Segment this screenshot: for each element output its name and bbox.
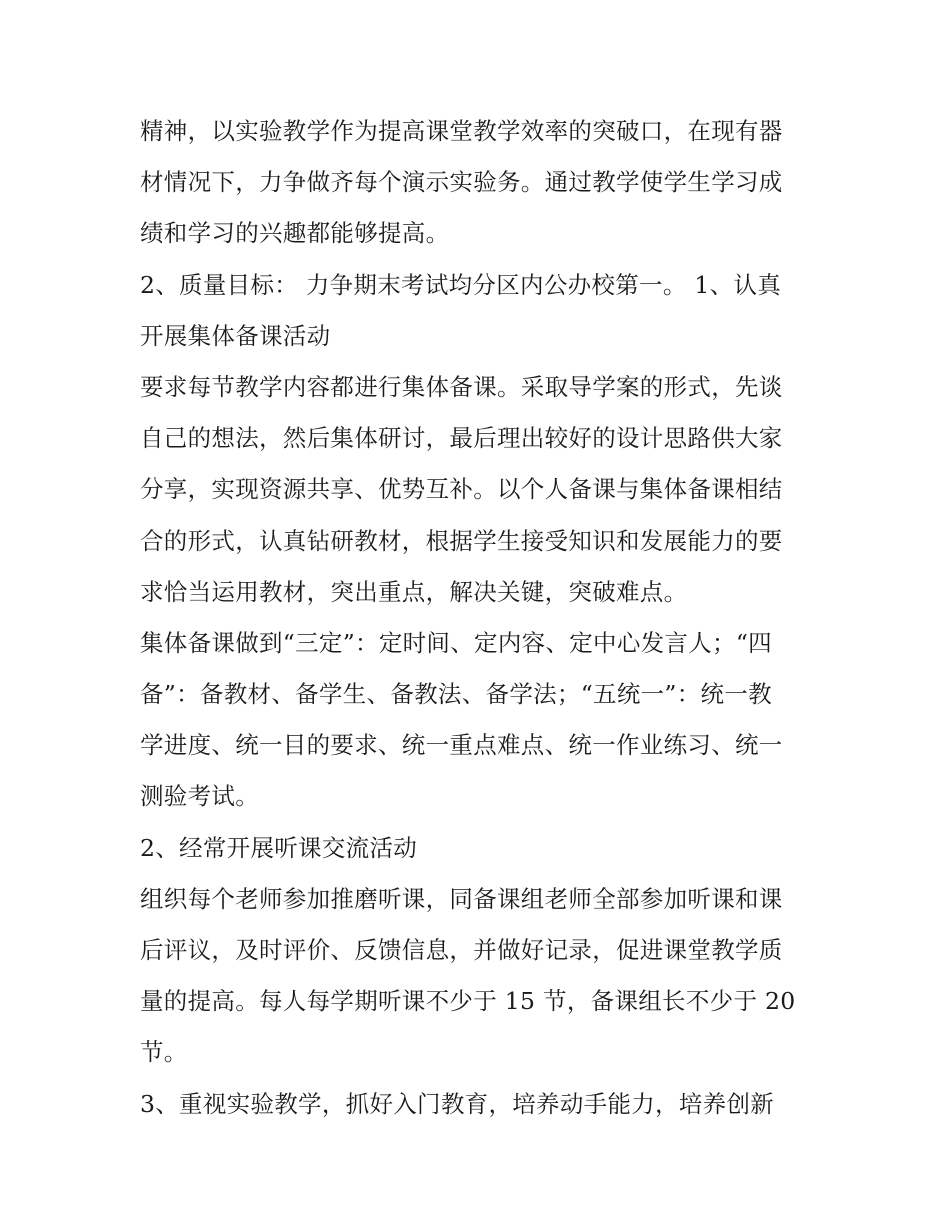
text-line: 组织每个老师参加推磨听课，同备课组老师全部参加听课和课 — [140, 884, 783, 913]
text-line: 测验考试。 — [140, 782, 259, 811]
text-line: 备”：备教材、备学生、备教法、备学法；“五统一”：统一教 — [140, 680, 772, 709]
paragraph-lesson-observation — [140, 874, 820, 1079]
text-line: 后评议，及时评价、反馈信息，并做好记录，促进课堂教学质 — [140, 936, 783, 964]
paragraph-collective-prep — [140, 362, 820, 618]
document-body — [140, 106, 820, 1130]
text-line: 开展集体备课活动 — [140, 321, 331, 350]
text-line: 3、重视实验教学，抓好入门教育，培养动手能力，培养创新 — [140, 1089, 775, 1118]
text-line: 合的形式，认真钻研教材，根据学生接受知识和发展能力的要 — [140, 526, 783, 555]
text-line: 自己的想法，然后集体研讨，最后理出较好的设计思路供大家 — [140, 424, 783, 453]
paragraph-experiment-teaching — [140, 1079, 820, 1130]
text-line: 精神，以实验教学作为提高课堂教学效率的突破口，在现有器 — [140, 117, 783, 145]
text-line: 学进度、统一目的要求、统一重点难点、统一作业练习、统一 — [140, 731, 783, 760]
text-line: 节。 — [140, 1038, 188, 1067]
text-line: 2、质量目标： 力争期末考试均分区内公办校第一。 1、认真 — [140, 270, 782, 299]
paragraph-lesson-observation-heading — [140, 823, 820, 874]
paragraph-intro — [140, 106, 820, 260]
text-line: 量的提高。每人每学期听课不少于 15 节，备课组长不少于 20 — [140, 987, 796, 1016]
text-line: 集体备课做到“三定”：定时间、定内容、定中心发言人；“四 — [140, 628, 772, 657]
text-line: 求恰当运用教材，突出重点，解决关键，突破难点。 — [140, 577, 688, 606]
paragraph-three-four-five — [140, 618, 820, 823]
text-line: 绩和学习的兴趣都能够提高。 — [140, 219, 450, 248]
paragraph-quality-goal — [140, 260, 820, 362]
text-line: 2、经常开展听课交流活动 — [140, 833, 418, 862]
text-line: 分享，实现资源共享、优势互补。以个人备课与集体备课相结 — [140, 475, 783, 504]
text-line: 材情况下，力争做齐每个演示实验务。通过教学使学生学习成 — [140, 168, 783, 197]
text-line: 要求每节教学内容都进行集体备课。采取导学案的形式，先谈 — [140, 372, 783, 401]
